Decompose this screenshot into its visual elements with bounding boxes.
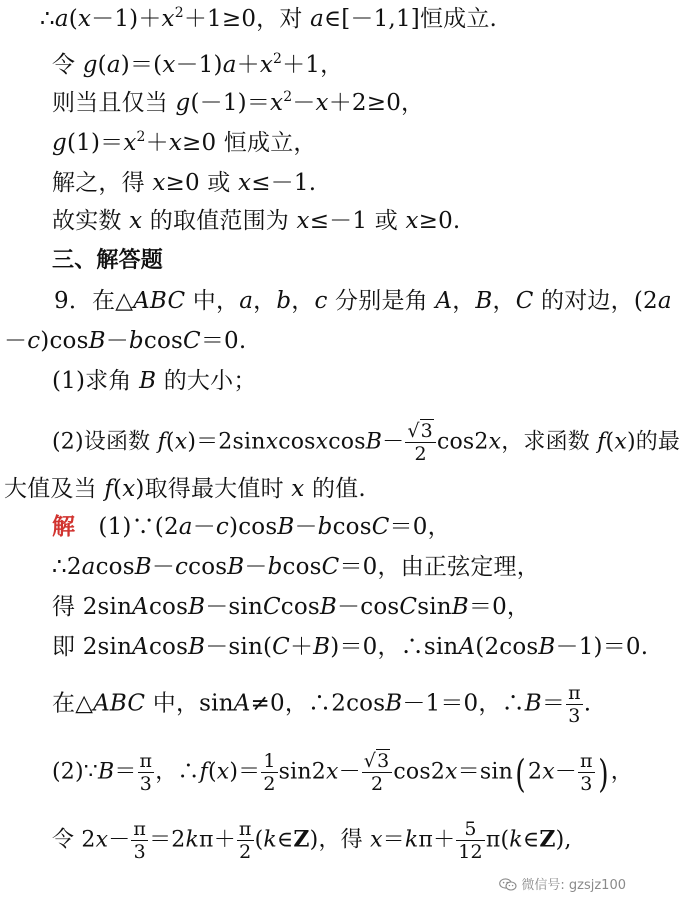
text: x — [122, 476, 136, 502]
text: π — [568, 682, 581, 704]
text: k — [185, 827, 200, 853]
fraction-5-over-12 — [456, 818, 485, 863]
text-line-12 — [4, 474, 644, 504]
text: Z — [539, 826, 556, 853]
text: ＋ — [236, 52, 260, 78]
text: ∈ — [522, 827, 540, 853]
text: k — [404, 827, 419, 853]
text: C — [272, 634, 290, 660]
text-line-14 — [52, 552, 692, 582]
text: ， — [610, 759, 633, 785]
text: ， — [291, 288, 315, 314]
text: 的取值范围为 — [142, 208, 297, 234]
text: (2)设函数 — [52, 429, 158, 455]
text: π — [580, 750, 593, 772]
text: x — [325, 759, 339, 785]
text: ＝0，由正弦定理， — [339, 554, 540, 580]
text: f — [597, 429, 606, 455]
text: (2)∵ — [52, 759, 98, 785]
text: x — [405, 208, 419, 234]
text: b — [276, 288, 292, 314]
text: 令 — [52, 52, 83, 78]
text: － — [108, 827, 131, 853]
text: ( — [97, 52, 107, 78]
text-line-9 — [4, 326, 644, 356]
text: －cos — [337, 594, 400, 620]
text: ( — [68, 6, 78, 32]
text: － — [151, 554, 176, 580]
text: B — [524, 690, 542, 717]
text: (－1)＝ — [190, 90, 271, 116]
text: (1)∵(2 — [75, 514, 179, 540]
text: Z — [293, 826, 310, 853]
text-line-10 — [52, 366, 692, 396]
text: ( — [605, 429, 615, 455]
text-line-1 — [40, 4, 680, 34]
text: B — [538, 634, 556, 660]
text: B — [227, 554, 245, 580]
text: ＝0. — [200, 328, 247, 354]
text: 5 — [456, 818, 485, 841]
text-line-6 — [52, 206, 692, 236]
text: ≥0. — [418, 208, 461, 234]
section-heading — [52, 246, 692, 276]
text: x — [488, 429, 502, 455]
text: π＋ — [418, 827, 456, 853]
text: x — [123, 130, 137, 156]
text: ≤－1 或 — [309, 208, 406, 234]
text: ，求函数 — [501, 429, 598, 455]
text: ∴2 — [52, 554, 82, 580]
superscript: 2 — [283, 89, 293, 105]
fraction-sqrt3-over-2: $\frac{√3}{2}$ — [405, 420, 436, 465]
text: (1)＝ — [66, 130, 124, 156]
text: ( — [165, 429, 175, 455]
text: ＋ — [289, 634, 314, 660]
text: 2 — [414, 443, 427, 465]
text-line-5 — [52, 168, 692, 198]
text-line-19 — [52, 818, 692, 863]
text: x — [315, 90, 329, 116]
fraction-pi-over-3 — [578, 750, 595, 795]
text: cos2 — [436, 429, 489, 455]
text: c — [27, 328, 41, 354]
text: cos — [143, 328, 183, 354]
text: π — [238, 818, 252, 840]
text: cos2 — [393, 759, 446, 785]
text: B — [97, 759, 115, 785]
text: 令 2 — [52, 827, 96, 853]
text: cos — [332, 514, 372, 540]
text: C — [371, 514, 390, 540]
text: x — [265, 429, 279, 455]
text: x — [238, 170, 252, 196]
text: a — [657, 288, 672, 314]
text: －1)＋ — [91, 6, 162, 32]
text: － — [554, 759, 577, 785]
text: π＋ — [199, 827, 236, 853]
text: x — [95, 827, 109, 853]
superscript: 2 — [174, 5, 184, 21]
text: )＝( — [120, 52, 163, 78]
fraction-one-half — [261, 750, 277, 795]
text: ( — [254, 827, 264, 853]
text: a — [54, 6, 69, 32]
text: a — [222, 52, 237, 78]
text: (1)求角 — [52, 368, 140, 394]
text: cos — [95, 554, 135, 580]
text: ( — [207, 759, 217, 785]
text: )cos — [40, 328, 89, 354]
text: ∈[－1,1]恒成立. — [324, 6, 498, 32]
text-line-18 — [52, 750, 692, 795]
text: x — [129, 208, 143, 234]
text: 2 — [527, 759, 543, 785]
text: c — [175, 554, 189, 580]
text: 中， — [185, 288, 240, 314]
text: a — [81, 554, 96, 580]
text: x — [614, 429, 627, 455]
text: )，得 — [309, 827, 371, 853]
text: ≥0 恒成立， — [181, 130, 317, 156]
text: －1)＝0. — [555, 634, 649, 660]
text: ≥0 或 — [165, 170, 239, 196]
text: －1＝0，∴ — [402, 690, 525, 717]
text: cos — [328, 429, 366, 455]
text: B — [319, 594, 338, 620]
text: )＝0，∴sin — [330, 634, 459, 660]
text: ABC — [93, 690, 146, 717]
text: 2 — [239, 841, 252, 863]
text: 3 — [133, 841, 146, 863]
text: ＝ — [114, 759, 137, 785]
text: ∈ — [276, 827, 294, 853]
text: ＝2 — [149, 827, 186, 853]
text: － — [382, 429, 405, 455]
text: －sin( — [205, 634, 273, 660]
solution-label: 解 — [52, 514, 76, 540]
text: b — [317, 514, 333, 540]
text: C — [399, 594, 418, 620]
text: 9．在△ — [54, 288, 134, 314]
text: )的最 — [626, 429, 681, 455]
text: ), — [555, 827, 572, 853]
text: (2cos — [475, 634, 539, 660]
text: － — [294, 514, 318, 540]
text: x — [77, 6, 92, 32]
text: x — [270, 90, 284, 116]
text: 2 — [263, 773, 276, 795]
text: x — [161, 6, 175, 32]
text: π( — [485, 827, 510, 853]
text: b — [128, 328, 144, 354]
text: A — [435, 288, 453, 314]
text: x — [216, 759, 230, 785]
text: cos — [148, 594, 189, 620]
text: － — [292, 90, 316, 116]
text: ＝ — [382, 827, 405, 853]
text: B — [139, 368, 157, 394]
text-line-11 — [52, 420, 692, 465]
text: A — [132, 634, 149, 660]
text: ＋1， — [282, 52, 344, 78]
text: 2 — [370, 773, 384, 795]
watermark-text: 微信号: gzsjz100 — [521, 878, 626, 893]
text-line-4 — [52, 128, 692, 158]
text: A — [458, 634, 476, 660]
text: x — [296, 208, 310, 234]
text: g — [82, 52, 98, 78]
text: － — [192, 514, 216, 540]
text: c — [314, 288, 328, 314]
text: g — [52, 130, 67, 156]
text: 三、解答题 — [52, 248, 164, 273]
text: ＝0， — [389, 514, 451, 540]
text: ，∴ — [155, 759, 200, 785]
text: sin — [417, 594, 452, 620]
text: B — [313, 634, 331, 660]
text: ， — [253, 288, 277, 314]
text: )＝ — [229, 759, 261, 785]
text: ( — [515, 751, 526, 796]
text: B — [451, 594, 469, 620]
text: g — [175, 90, 191, 116]
text: C — [515, 288, 534, 314]
text: cos — [278, 429, 316, 455]
fraction-pi-over-3 — [131, 818, 148, 863]
text: 故实数 — [52, 208, 130, 234]
text: 的大小； — [156, 368, 257, 394]
text: 分别是角 — [327, 288, 436, 314]
fraction-pi-over-2 — [237, 818, 254, 863]
text: )取得最大值时 — [135, 476, 292, 502]
text: a — [178, 514, 193, 540]
text: 3 — [139, 773, 153, 795]
text: －1) — [175, 52, 223, 78]
text: B — [365, 429, 383, 455]
text: 3 — [580, 773, 593, 795]
text: 中，sin — [145, 690, 234, 717]
text: － — [338, 759, 361, 785]
text: 解之，得 — [52, 170, 153, 196]
text: A — [233, 690, 251, 717]
text: C — [183, 328, 201, 354]
text: cos — [282, 554, 322, 580]
text: x — [370, 827, 383, 853]
text: f — [157, 429, 166, 455]
text: ( — [113, 476, 123, 502]
text: 的值. — [304, 476, 366, 502]
text-line-8 — [54, 286, 694, 316]
text: 1 — [263, 750, 276, 772]
text: 则当且仅当 — [52, 90, 176, 116]
text: B — [277, 514, 295, 540]
text: )＝2sin — [187, 429, 266, 455]
text: cos — [148, 634, 189, 660]
text: a — [106, 52, 121, 78]
text: 得 2sin — [52, 594, 133, 620]
text: － — [105, 328, 129, 354]
text: － — [244, 554, 268, 580]
text: x — [542, 759, 555, 785]
text: x — [259, 52, 273, 78]
text: k — [509, 827, 523, 853]
text: －sin — [205, 594, 263, 620]
text: ＝0， — [468, 594, 531, 620]
text: x — [152, 170, 166, 196]
text: B — [188, 634, 206, 660]
fraction-sqrt3-over-2: $\frac{√3}{2}$ — [362, 750, 393, 795]
superscript: 2 — [273, 51, 283, 67]
text: 大值及当 — [4, 476, 105, 502]
text: x — [291, 476, 305, 502]
text: cos — [188, 554, 228, 580]
fraction-pi-over-3 — [566, 682, 583, 727]
text: ∴ — [40, 6, 55, 32]
text: 3 — [568, 705, 581, 727]
text-line-17 — [52, 682, 692, 727]
text: sin2 — [278, 759, 326, 785]
text-line-13 — [52, 512, 692, 542]
text: ＋1≥0，对 — [183, 6, 311, 32]
text: a — [310, 6, 324, 32]
text: B — [475, 288, 493, 314]
wechat-watermark — [499, 874, 626, 893]
text: )cos — [229, 514, 278, 540]
text: x — [162, 52, 176, 78]
text: A — [132, 594, 149, 620]
text: . — [583, 690, 592, 717]
text: ， — [492, 288, 516, 314]
text: ＋ — [145, 130, 169, 156]
text-line-15 — [52, 592, 692, 622]
text: B — [88, 328, 106, 354]
text: ABC — [133, 288, 186, 314]
text: － — [4, 328, 28, 354]
text: ≤－1. — [251, 170, 317, 196]
text: C — [262, 594, 281, 620]
text: π — [139, 750, 153, 772]
fraction-pi-over-3 — [138, 750, 155, 795]
text: ， — [452, 288, 476, 314]
text: ≠0，∴2cos — [250, 690, 386, 717]
text: B — [134, 554, 152, 580]
text: π — [133, 818, 147, 840]
text: 3 — [377, 750, 390, 772]
superscript: 2 — [136, 129, 146, 145]
text: 3 — [420, 420, 433, 442]
wechat-icon — [499, 878, 517, 891]
text: k — [263, 827, 277, 853]
text: cos — [280, 594, 320, 620]
text: ＋2≥0， — [328, 90, 425, 116]
text: b — [267, 554, 283, 580]
text: c — [215, 514, 230, 540]
text: C — [321, 554, 340, 580]
text: x — [315, 429, 329, 455]
text: x — [174, 429, 188, 455]
text: ) — [597, 751, 609, 796]
text: f — [104, 476, 114, 502]
text: B — [188, 594, 206, 620]
text: ＝ — [541, 690, 566, 717]
text: x — [168, 130, 182, 156]
text: x — [445, 759, 458, 785]
text-line-3 — [52, 88, 692, 118]
text: 的对边，(2 — [533, 288, 658, 314]
text: 12 — [458, 841, 483, 863]
text: f — [199, 759, 208, 785]
text: a — [239, 288, 254, 314]
text-line-16 — [52, 632, 692, 662]
text: 在△ — [52, 690, 94, 717]
text: ＝sin — [457, 759, 513, 785]
text: 即 2sin — [52, 634, 133, 660]
text: B — [385, 690, 403, 717]
text-line-2 — [52, 50, 692, 80]
